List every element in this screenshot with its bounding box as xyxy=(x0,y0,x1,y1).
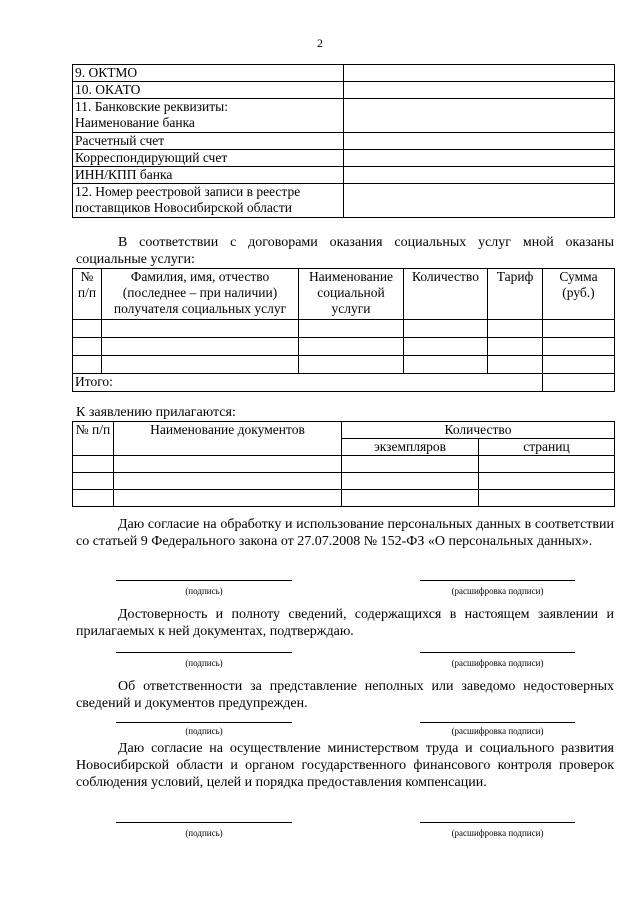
cell[interactable] xyxy=(299,320,404,338)
total-row xyxy=(73,374,615,392)
cell[interactable] xyxy=(102,338,299,356)
signature-line[interactable] xyxy=(116,652,292,653)
cell[interactable] xyxy=(73,320,102,338)
consent-personal-data: Даю согласие на обработку и использование персональных данных в соответствии со статьей 9 Федерального закона от 27.07.2008 № 152-ФЗ «О персональных данных». xyxy=(76,517,614,549)
cell[interactable] xyxy=(479,456,615,473)
signature-line[interactable] xyxy=(116,722,292,723)
table-row xyxy=(73,65,615,82)
inn-kpp-label: ИНН/КПП банка xyxy=(73,167,344,184)
cell[interactable] xyxy=(488,320,543,338)
cell[interactable] xyxy=(543,338,615,356)
table-header-row xyxy=(73,422,615,439)
oktmo-label: 9. ОКТМО xyxy=(73,65,344,82)
decoding-caption: (расшифровка подписи) xyxy=(451,586,544,596)
cell[interactable] xyxy=(114,490,342,507)
col-header-number: № п/п xyxy=(73,269,102,320)
requisites-table xyxy=(72,64,615,218)
total-label: Итого: xyxy=(73,374,543,392)
cell[interactable] xyxy=(488,356,543,374)
table-row xyxy=(73,356,615,374)
cell[interactable] xyxy=(342,490,479,507)
services-intro: В соответствии с договорами оказания социальных услуг мной оказаны социальные услуги: xyxy=(76,235,614,267)
cell[interactable] xyxy=(404,338,488,356)
table-row xyxy=(73,473,615,490)
registry-value[interactable] xyxy=(344,184,615,218)
cell[interactable] xyxy=(102,356,299,374)
inn-kpp-value[interactable] xyxy=(344,167,615,184)
cell[interactable] xyxy=(73,456,114,473)
attachments-intro: К заявлению прилагаются: xyxy=(76,405,236,420)
oktmo-value[interactable] xyxy=(344,65,615,82)
signature-decoding-line[interactable] xyxy=(420,822,575,823)
confirm-statement: Достоверность и полноту сведений, содержащихся в настоящем заявлении и прилагаемых к ней документах, подтверждаю. xyxy=(76,607,614,639)
signature-decoding-line[interactable] xyxy=(420,722,575,723)
col-header-quantity: Количество xyxy=(404,269,488,320)
cell[interactable] xyxy=(488,338,543,356)
col-header-sum: Сумма (руб.) xyxy=(543,269,615,320)
cell[interactable] xyxy=(479,490,615,507)
responsibility-statement: Об ответственности за представление неполных или заведомо недостоверных сведений и документов предупрежден. xyxy=(76,679,614,711)
page-number: 2 xyxy=(317,36,323,50)
okato-label: 10. ОКАТО xyxy=(73,82,344,99)
table-row xyxy=(73,82,615,99)
col-header-quantity: Количество xyxy=(342,422,615,439)
account-label: Расчетный счет xyxy=(73,133,344,150)
signature-decoding-line[interactable] xyxy=(420,580,575,581)
cell[interactable] xyxy=(299,356,404,374)
cell[interactable] xyxy=(479,473,615,490)
signature-caption: (подпись) xyxy=(185,658,223,668)
signature-decoding-line[interactable] xyxy=(420,652,575,653)
table-row xyxy=(73,99,615,133)
cell[interactable] xyxy=(342,473,479,490)
decoding-caption: (расшифровка подписи) xyxy=(451,828,544,838)
cell[interactable] xyxy=(73,356,102,374)
table-header-row xyxy=(73,269,615,320)
table-row xyxy=(73,150,615,167)
registry-label xyxy=(73,184,344,218)
cell[interactable] xyxy=(299,338,404,356)
registry-label-line-1: 12. Номер реестровой записи в реестре xyxy=(75,184,301,199)
cell[interactable] xyxy=(114,456,342,473)
corr-account-label: Корреспондирующий счет xyxy=(73,150,344,167)
cell[interactable] xyxy=(404,320,488,338)
services-table xyxy=(72,268,615,392)
signature-caption: (подпись) xyxy=(185,726,223,736)
bank-details-label xyxy=(73,99,344,133)
table-row xyxy=(73,490,615,507)
cell[interactable] xyxy=(73,473,114,490)
table-row xyxy=(73,456,615,473)
decoding-caption: (расшифровка подписи) xyxy=(451,658,544,668)
cell[interactable] xyxy=(404,356,488,374)
col-header-documents: Наименование документов xyxy=(114,422,342,456)
cell[interactable] xyxy=(543,320,615,338)
total-value[interactable] xyxy=(543,374,615,392)
col-header-copies: экземпляров xyxy=(342,439,479,456)
col-header-pages: страниц xyxy=(479,439,615,456)
table-row xyxy=(73,320,615,338)
cell[interactable] xyxy=(114,473,342,490)
col-header-service: Наименование социальной услуги xyxy=(299,269,404,320)
consent-inspection: Даю согласие на осуществление министерством труда и социального развития Новосибирской области и органом государственного финансового контроля проверок соблюдения условий, целей и порядка предоставления компенсации. xyxy=(76,741,614,790)
col-header-tariff: Тариф xyxy=(488,269,543,320)
bank-name-label: Наименование банка xyxy=(75,115,195,130)
cell[interactable] xyxy=(543,356,615,374)
signature-caption: (подпись) xyxy=(185,828,223,838)
col-header-recipient: Фамилия, имя, отчество (последнее – при наличии) получателя социальных услуг xyxy=(102,269,299,320)
cell[interactable] xyxy=(73,490,114,507)
bank-name-value[interactable] xyxy=(344,99,615,133)
corr-account-value[interactable] xyxy=(344,150,615,167)
cell[interactable] xyxy=(102,320,299,338)
signature-line[interactable] xyxy=(116,580,292,581)
bank-details-heading: 11. Банковские реквизиты: xyxy=(75,99,228,114)
col-header-number: № п/п xyxy=(73,422,114,456)
signature-caption: (подпись) xyxy=(185,586,223,596)
okato-value[interactable] xyxy=(344,82,615,99)
signature-line[interactable] xyxy=(116,822,292,823)
cell[interactable] xyxy=(342,456,479,473)
table-row xyxy=(73,167,615,184)
table-row xyxy=(73,184,615,218)
attachments-table xyxy=(72,421,615,507)
decoding-caption: (расшифровка подписи) xyxy=(451,726,544,736)
cell[interactable] xyxy=(73,338,102,356)
table-row xyxy=(73,338,615,356)
account-value[interactable] xyxy=(344,133,615,150)
table-row xyxy=(73,133,615,150)
registry-label-line-2: поставщиков Новосибирской области xyxy=(75,200,292,215)
